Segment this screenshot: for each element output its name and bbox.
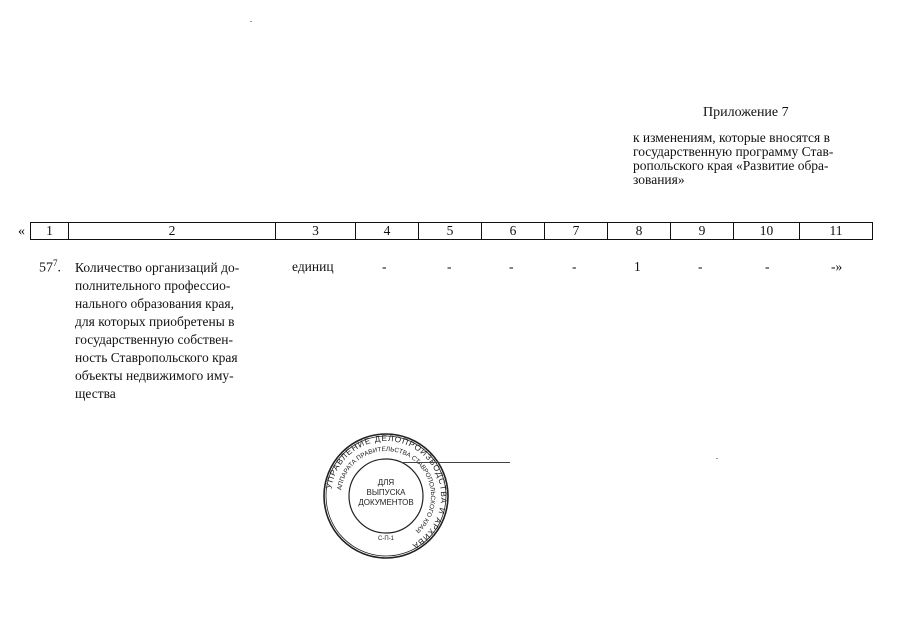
value-cell: - [382,259,387,274]
unit-cell: единиц [292,259,334,274]
column-header: 8 [608,223,671,240]
signature-line [402,462,510,463]
description-line: щества [75,386,116,401]
column-header: 9 [671,223,734,240]
column-header: 11 [800,223,873,240]
appendix-subtitle [633,131,871,187]
stamp-bottom-code: С-П-1 [378,536,394,542]
description-line: государственную собствен- [75,332,233,347]
row-number-main: 57 [39,260,53,276]
scan-speck [250,21,252,22]
value-cell: - [447,259,452,274]
description-line: нального образования края, [75,296,235,311]
stamp-center-line: ДЛЯ [377,478,395,487]
subtitle-line: зования» [633,172,685,187]
column-header: 5 [419,223,482,240]
value-cell: 1 [634,259,641,274]
description-line: для которых приобретены в [75,314,235,329]
row-number-sup: 7 [53,258,58,268]
description-line: Количество организаций до- [75,260,240,275]
row-number-suffix: . [57,260,61,276]
description-line: ность Ставропольского края [75,350,238,365]
subtitle-line: к изменениям, которые вносятся в [633,130,831,145]
column-header: 4 [356,223,419,240]
value-cell: - [698,259,703,274]
column-header: 2 [69,223,276,240]
subtitle-line: ропольского края «Развитие обра- [633,158,829,173]
official-stamp [322,432,450,560]
column-header: 7 [545,223,608,240]
row-number [39,258,61,277]
description-line: полнительного профессио- [75,278,231,293]
row-description [75,259,271,403]
stamp-inner-text: АППАРАТА ПРАВИТЕЛЬСТВА СТАВРОПОЛЬСКОГО КРАЯ [336,445,437,535]
column-header: 10 [734,223,800,240]
stamp-center-line: ВЫПУСКА [366,488,406,497]
value-cell: - [572,259,577,274]
description-line: объекты недвижимого иму- [75,368,234,383]
appendix-title: Приложение 7 [703,105,789,120]
column-header: 3 [276,223,356,240]
column-header: 1 [31,223,69,240]
scan-speck [716,458,718,459]
subtitle-line: государственную программу Став- [633,144,834,159]
value-cell: - [765,259,770,274]
table-open-quote: « [18,224,25,239]
stamp-center-line: ДОКУМЕНТОВ [358,498,414,507]
value-cell: -» [831,259,843,274]
stamp-outer-text: УПРАВЛЕНИЕ ДЕЛОПРОИЗВОДСТВА И АРХИВА [324,433,449,552]
column-header: 6 [482,223,545,240]
column-number-header [30,222,873,240]
value-cell: - [509,259,514,274]
